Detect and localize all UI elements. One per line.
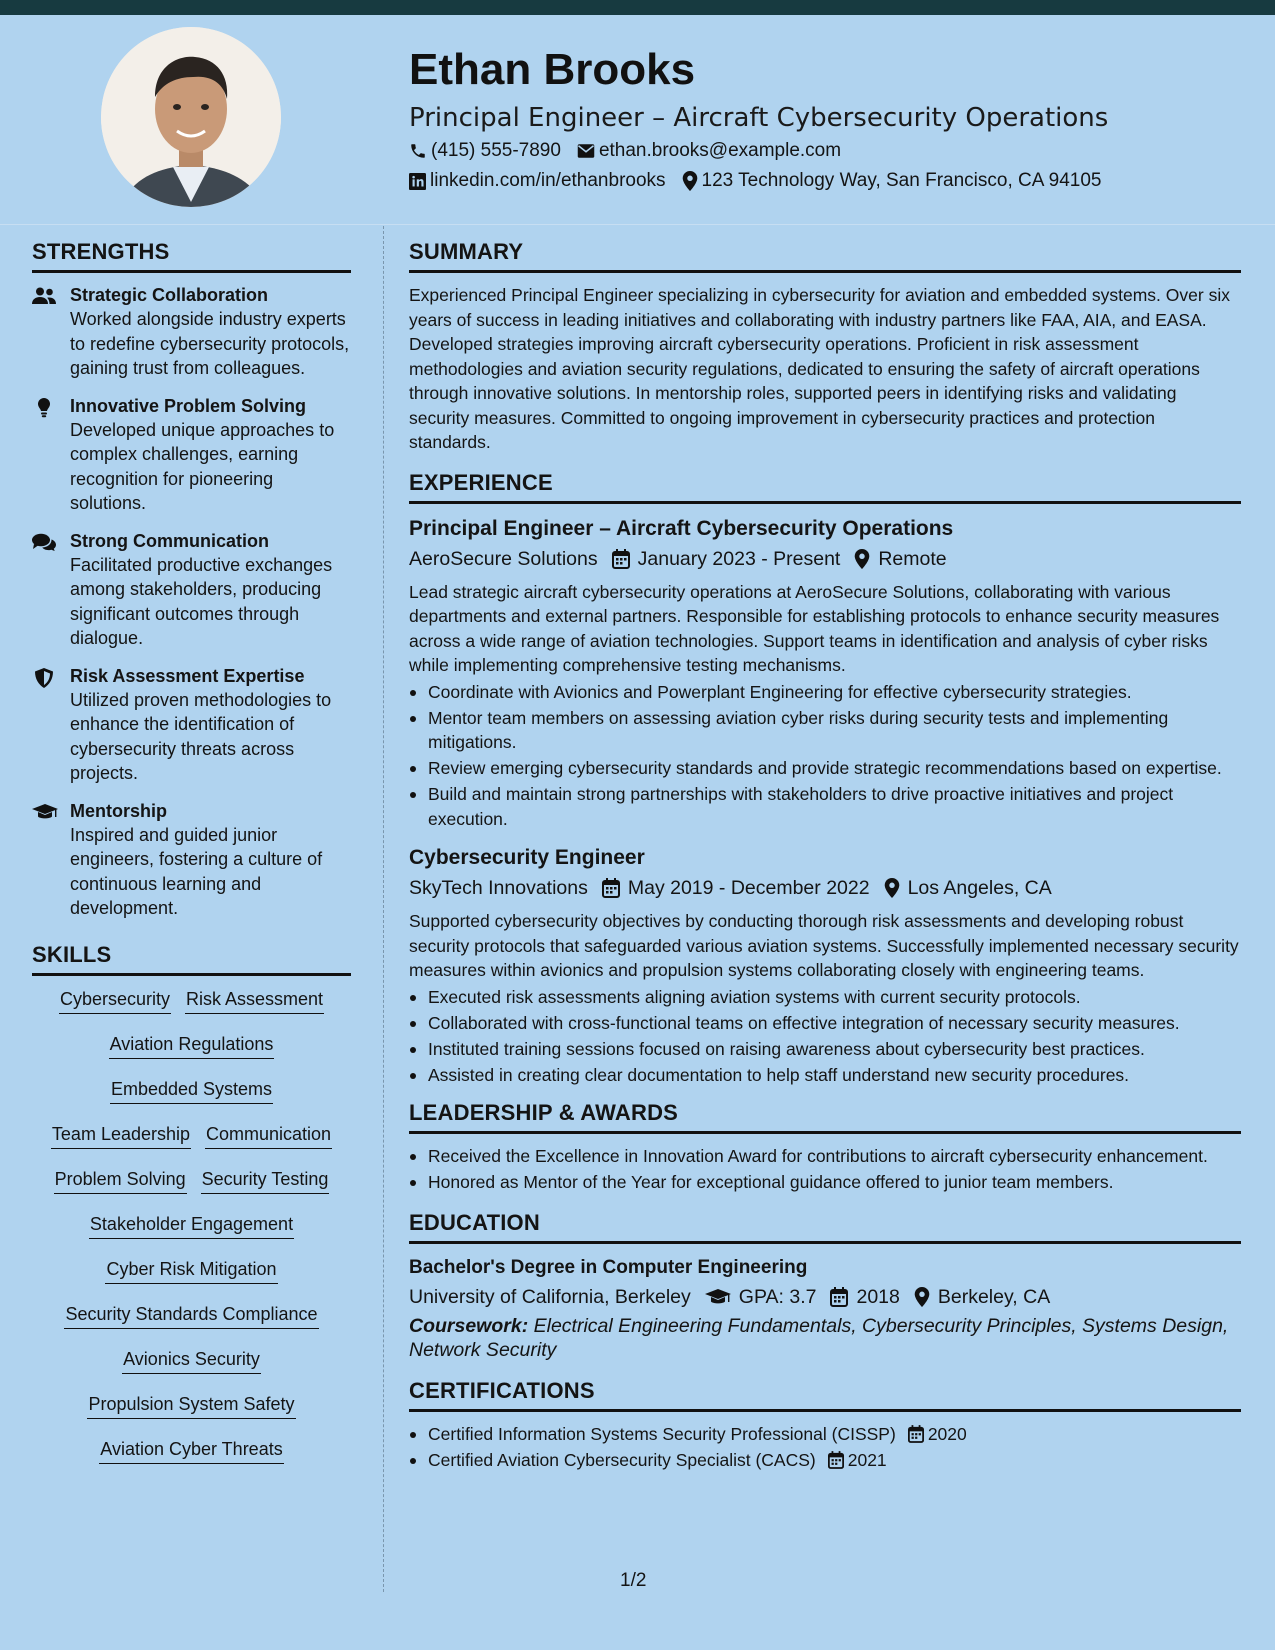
- awards-list: [409, 1144, 1241, 1195]
- candidate-name: Ethan Brooks: [409, 45, 696, 94]
- skills-list: [32, 986, 351, 1468]
- degree-name: Bachelor's Degree in Computer Engineering: [409, 1256, 808, 1278]
- map-pin-icon: [854, 549, 870, 569]
- email-contact[interactable]: [577, 136, 841, 166]
- page-number: 1/2: [620, 1570, 647, 1591]
- skill-tag: Aviation Regulations: [109, 1031, 275, 1059]
- cert-name: Certified Information Systems Security Professional (CISSP): [428, 1423, 896, 1444]
- strength-name: Risk Assessment Expertise: [70, 665, 305, 686]
- contact-row-2: [409, 166, 1249, 196]
- job-description: Lead strategic aircraft cybersecurity operations at AeroSecure Solutions, collaborating with various departments and external partners. Responsible for establishing protocols to enhance security measures across a wide range of aviation technologies. Support teams in identification and analysis of cyber risks while implementing comprehensive testing mechanisms.: [409, 581, 1220, 675]
- skill-tag: Cyber Risk Mitigation: [105, 1256, 277, 1284]
- list-item: Mentor team members on assessing aviation cyber risks during security tests and implementing mitigations.: [409, 706, 1241, 755]
- cert-name: Certified Aviation Cybersecurity Specialist (CACS): [428, 1449, 816, 1470]
- calendar-icon: [908, 1425, 924, 1443]
- email-address: ethan.brooks@example.com: [598, 140, 842, 161]
- list-item: Review emerging cybersecurity standards and provide strategic recommendations based on expertise.: [409, 756, 1241, 781]
- map-pin-icon: [884, 878, 900, 898]
- summary-text: Experienced Principal Engineer specializing in cybersecurity for aviation and embedded systems. Over six years of success in leading initiatives and collaborating with industry partners like FAA, AIA, and EASA. Developed strategies improving aircraft cybersecurity operations. Proficient in risk assessment methodologies and aviation security regulations, dedicated to ensuring the safety of aircraft operations through innovative solutions. In mentorship roles, supported peers in identifying risks and validating security measures. Committed to ongoing improvement in cybersecurity practices and protection standards.: [409, 285, 1230, 452]
- job-location: Los Angeles, CA: [907, 877, 1052, 899]
- graduation-cap-icon: [32, 803, 58, 821]
- company-name: SkyTech Innovations: [409, 877, 588, 899]
- map-pin-icon: [682, 171, 698, 191]
- list-item: Instituted training sessions focused on raising awareness about cybersecurity best practices.: [409, 1037, 1241, 1062]
- list-item: Build and maintain strong partnerships with stakeholders to drive proactive initiatives and project execution.: [409, 782, 1241, 831]
- awards-heading: LEADERSHIP & AWARDS: [409, 1099, 1241, 1134]
- graduation-year: 2018: [856, 1285, 900, 1308]
- address-contact: [682, 166, 1102, 196]
- job-entry: [409, 514, 1241, 832]
- list-item: Executed risk assessments aligning aviation systems with current security protocols.: [409, 985, 1241, 1010]
- address-text: 123 Technology Way, San Francisco, CA 94105: [701, 170, 1102, 191]
- phone-icon: [409, 142, 427, 160]
- job-bullets: [409, 680, 1241, 832]
- list-item: Honored as Mentor of the Year for exceptional guidance offered to junior team members.: [409, 1170, 1241, 1195]
- job-title: Principal Engineer – Aircraft Cybersecurity Operations: [409, 516, 954, 540]
- resume-header: [409, 40, 1249, 196]
- users-icon: [32, 287, 56, 305]
- job-meta: [409, 873, 1241, 903]
- job-meta: [409, 544, 1241, 574]
- strength-item: [32, 283, 351, 381]
- strength-item: [32, 394, 351, 516]
- certifications-list: [409, 1422, 1241, 1473]
- job-description: Supported cybersecurity objectives by conducting thorough risk assessments and developing robust security protocols that safeguarded various aviation systems. Successfully implemented necessary security measures within avionics and propulsion systems collaborating closely with engineering teams.: [409, 911, 1239, 980]
- skill-tag: Security Standards Compliance: [64, 1301, 318, 1329]
- strength-item: [32, 799, 351, 921]
- calendar-icon: [602, 878, 620, 898]
- skill-tag: Embedded Systems: [110, 1076, 273, 1104]
- certifications-heading: CERTIFICATIONS: [409, 1377, 1241, 1412]
- strength-name: Innovative Problem Solving: [70, 395, 307, 416]
- column-divider: [383, 226, 384, 1592]
- school-name: University of California, Berkeley: [409, 1285, 691, 1308]
- linkedin-icon: [409, 173, 426, 190]
- list-item: Collaborated with cross-functional teams on effective integration of necessary security measures.: [409, 1011, 1241, 1036]
- skill-tag: Communication: [205, 1121, 332, 1149]
- map-pin-icon: [914, 1287, 930, 1307]
- linkedin-url: linkedin.com/in/ethanbrooks: [430, 170, 666, 191]
- skill-tag: Stakeholder Engagement: [89, 1211, 294, 1239]
- list-item: Coordinate with Avionics and Powerplant Engineering for effective cybersecurity strategies.: [409, 680, 1241, 705]
- job-bullets: [409, 985, 1241, 1088]
- skill-tag: Cybersecurity: [59, 986, 171, 1014]
- skill-tag: Problem Solving: [54, 1166, 187, 1194]
- skill-tag: Security Testing: [201, 1166, 330, 1194]
- strength-name: Strong Communication: [70, 530, 269, 551]
- graduation-cap-icon: [705, 1288, 731, 1306]
- job-dates: January 2023 - Present: [637, 547, 841, 570]
- phone-number: (415) 555-7890: [431, 140, 561, 161]
- summary-heading: SUMMARY: [409, 238, 1241, 273]
- strength-description: Developed unique approaches to complex challenges, earning recognition for pioneering solutions.: [70, 419, 335, 513]
- strength-name: Strategic Collaboration: [70, 285, 269, 305]
- left-column: [32, 238, 351, 1481]
- skill-tag: Risk Assessment: [185, 986, 324, 1014]
- job-location: Remote: [878, 547, 947, 570]
- top-bar: [0, 0, 1275, 15]
- comments-icon: [32, 533, 56, 551]
- skill-tag: Propulsion System Safety: [87, 1391, 295, 1419]
- skill-tag: Avionics Security: [122, 1346, 261, 1374]
- education-meta: [409, 1282, 1241, 1312]
- coursework-label: Coursework:: [409, 1314, 529, 1337]
- contact-row-1: [409, 136, 1249, 166]
- strength-name: Mentorship: [70, 800, 167, 821]
- skill-tag: Team Leadership: [51, 1121, 191, 1149]
- header-divider: [0, 224, 1275, 225]
- strength-item: [32, 529, 351, 651]
- strength-item: [32, 664, 351, 786]
- calendar-icon: [830, 1287, 848, 1307]
- strength-description: Facilitated productive exchanges among stakeholders, producing significant outcomes through dialogue.: [70, 554, 333, 648]
- job-entry: [409, 843, 1241, 1087]
- gpa: GPA: 3.7: [738, 1285, 817, 1308]
- lightbulb-icon: [32, 398, 56, 418]
- shield-icon: [32, 668, 56, 688]
- strength-description: Utilized proven methodologies to enhance the identification of cybersecurity threats across projects.: [70, 689, 332, 783]
- linkedin-contact[interactable]: [409, 166, 666, 196]
- skill-tag: Aviation Cyber Threats: [99, 1436, 283, 1464]
- calendar-icon: [828, 1451, 844, 1469]
- calendar-icon: [612, 549, 630, 569]
- cert-year: 2020: [927, 1423, 967, 1444]
- envelope-icon: [577, 143, 595, 159]
- skills-heading: SKILLS: [32, 941, 351, 976]
- experience-heading: EXPERIENCE: [409, 469, 1241, 504]
- strengths-heading: STRENGTHS: [32, 238, 351, 273]
- right-column: [409, 238, 1241, 1474]
- strength-description: Worked alongside industry experts to redefine cybersecurity protocols, gaining trust from colleagues.: [70, 309, 350, 378]
- education-heading: EDUCATION: [409, 1209, 1241, 1244]
- coursework-list: Electrical Engineering Fundamentals, Cybersecurity Principles, Systems Design, Network Security: [409, 1314, 1229, 1361]
- candidate-title: Principal Engineer – Aircraft Cybersecurity Operations: [409, 103, 1109, 133]
- company-name: AeroSecure Solutions: [409, 547, 598, 570]
- list-item: [409, 1448, 1241, 1473]
- list-item: [409, 1422, 1241, 1447]
- coursework: [409, 1314, 1241, 1363]
- list-item: Received the Excellence in Innovation Award for contributions to aircraft cybersecurity enhancement.: [409, 1144, 1241, 1169]
- strength-description: Inspired and guided junior engineers, fostering a culture of continuous learning and development.: [70, 824, 323, 918]
- education-location: Berkeley, CA: [937, 1285, 1051, 1308]
- job-title: Cybersecurity Engineer: [409, 846, 645, 869]
- job-dates: May 2019 - December 2022: [627, 877, 870, 899]
- list-item: Assisted in creating clear documentation to help staff understand new security procedures.: [409, 1063, 1241, 1088]
- profile-photo: [101, 27, 281, 207]
- cert-year: 2021: [847, 1449, 887, 1470]
- phone-contact[interactable]: [409, 136, 561, 166]
